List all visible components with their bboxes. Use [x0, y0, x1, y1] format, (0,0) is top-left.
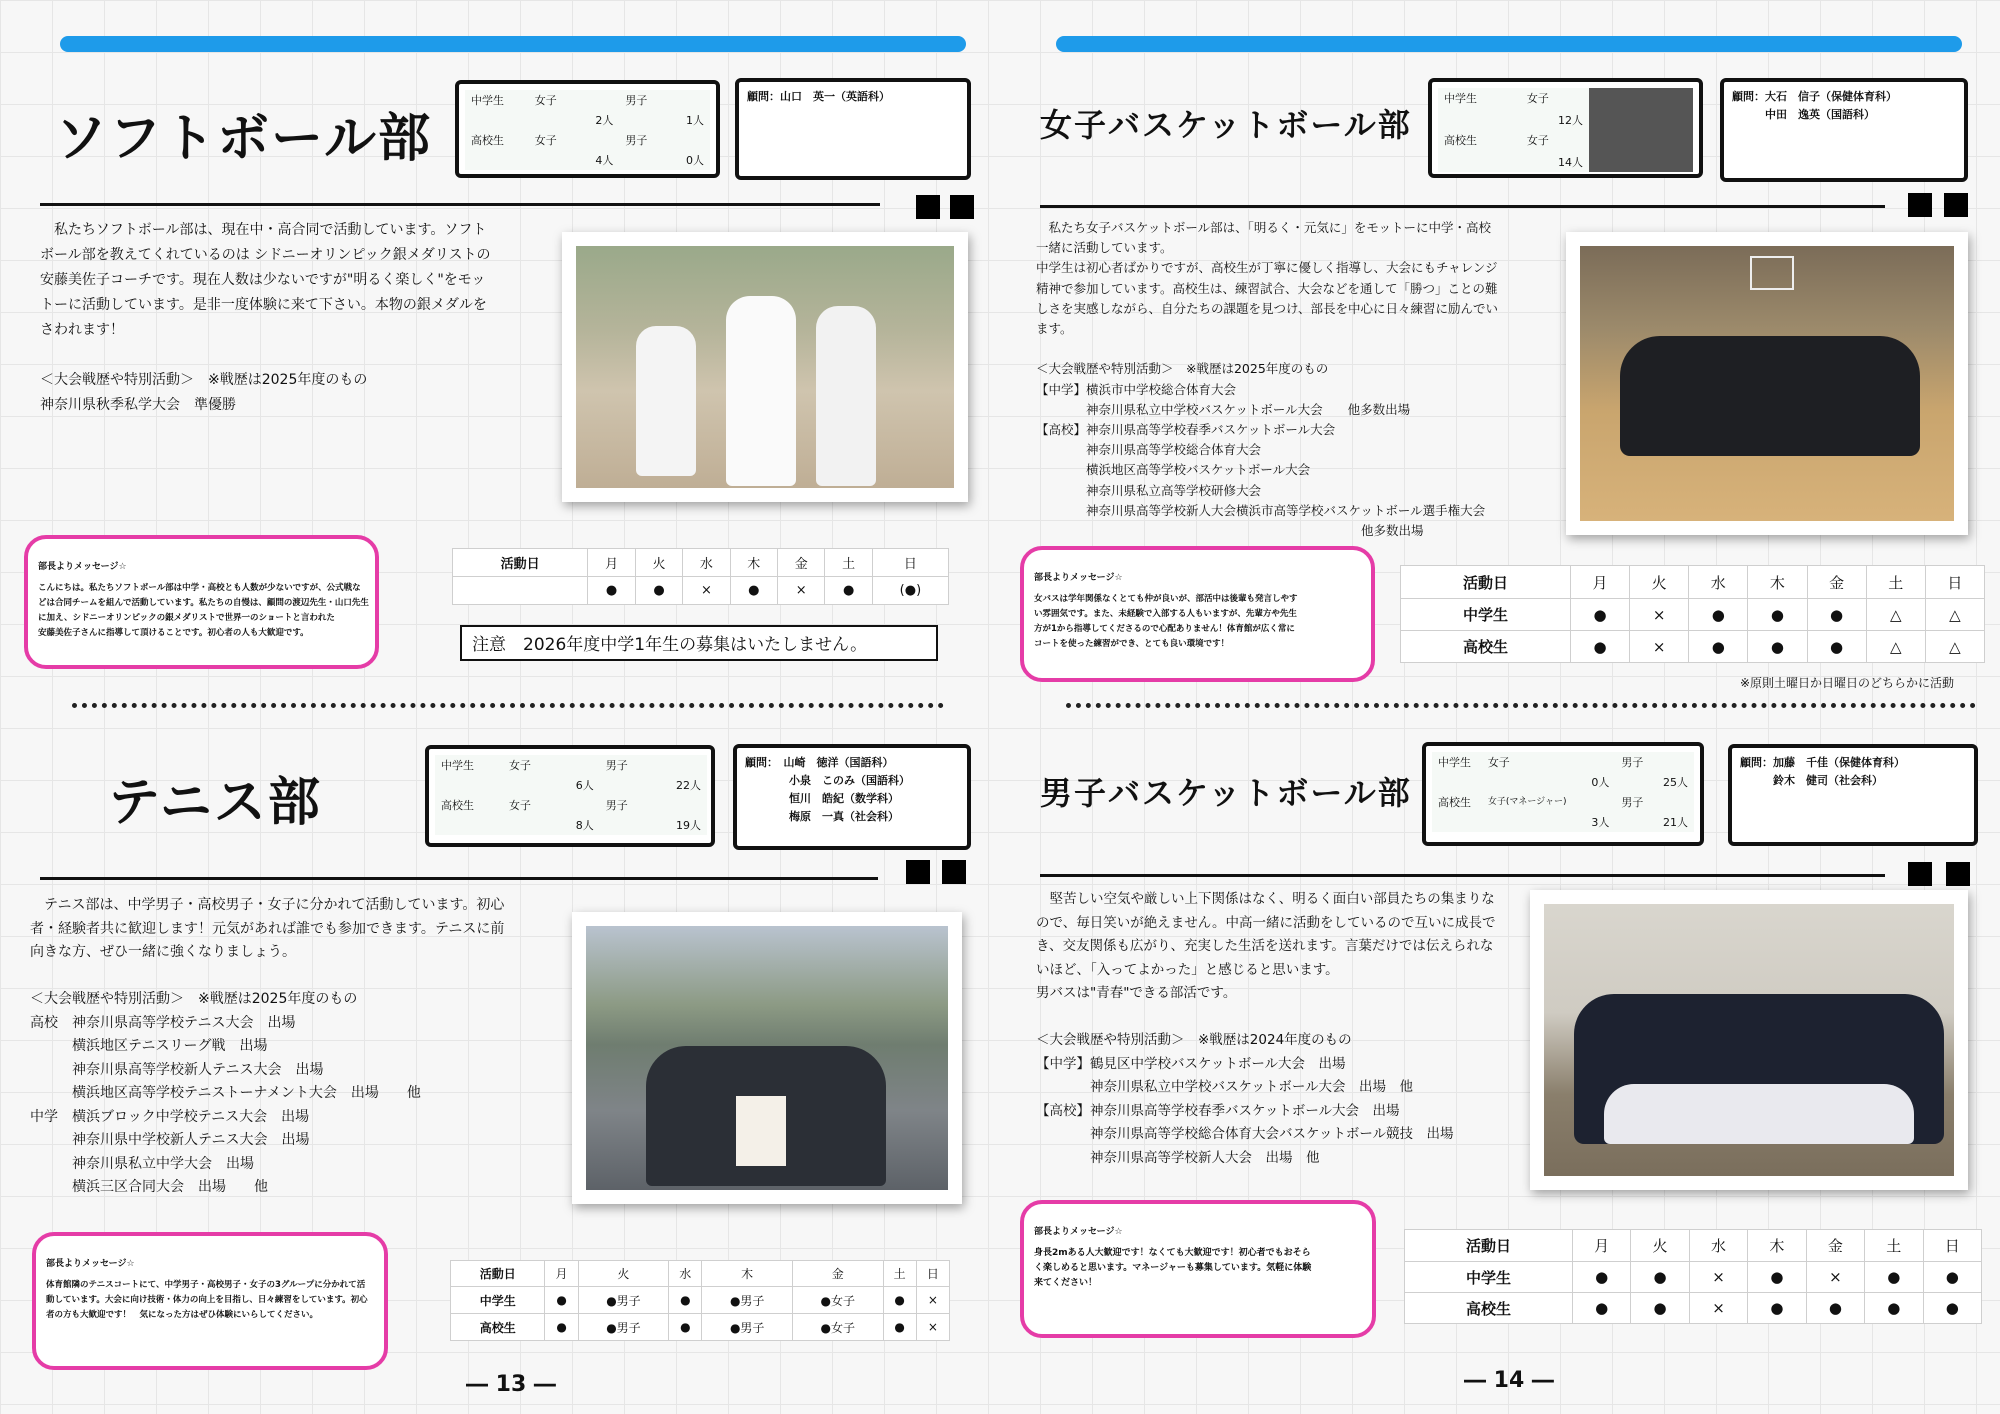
- tennis-message: 体育館隣のテニスコートにて、中学男子・高校男子・女子の3グループに分かれて活 動しています。大会に向け技術・体力の向上を目指し、日々練習をしています。初心 者の方も大歓迎です！ 気になった方はぜひ体験にいらしてください。: [46, 1280, 368, 1320]
- jhs-boys-count: 25人: [1663, 776, 1688, 789]
- schedule-cell: ●男子: [702, 1314, 793, 1341]
- unused-boys-cell: [1589, 88, 1693, 172]
- girls-label: 女子: [1487, 756, 1510, 769]
- schedule-cell: ●: [1748, 1262, 1806, 1293]
- schedule-cell: ●: [669, 1314, 702, 1341]
- hs-girls-count: 4人: [595, 154, 614, 167]
- schedule-day: 日: [1923, 1230, 1981, 1262]
- jhs-label: 中学生: [471, 94, 504, 107]
- boys-basketball-divider: [1040, 874, 1885, 877]
- jhs-label: 中学生: [441, 759, 474, 772]
- schedule-row-label: 高校生: [1405, 1293, 1573, 1324]
- schedule-cell: ●: [588, 577, 635, 605]
- boys-basketball-schedule: [1404, 1229, 1982, 1324]
- softball-description: 私たちソフトボール部は、現在中・高合同で活動しています。ソフト ボール部を教えてくれているのは シドニーオリンピック銀メダリストの 安藤美佐子コーチです。現在人数は少ないですが"明るく楽しく"をモッ トーに活動しています。是非一度体験に来て下さい。本物の銀メダルを さわれます！ ＜大会戦歴や特別活動＞ ※戦歴は2025年度のもの 神奈川県秋季私学大会 準優勝: [40, 222, 491, 413]
- schedule-row-label: 高校生: [1401, 631, 1571, 663]
- square-marker: [916, 195, 940, 219]
- schedule-row-label: 中学生: [1401, 599, 1571, 631]
- girls-basketball-schedule-note: ※原則土曜日か日曜日のどちらかに活動: [1740, 676, 1955, 690]
- jhs-girls-count: 2人: [595, 114, 614, 127]
- schedule-cell: ×: [1806, 1262, 1864, 1293]
- schedule-day: 水: [669, 1261, 702, 1287]
- page14-top-bar: [1056, 36, 1962, 52]
- tennis-divider: [40, 877, 878, 880]
- jhs-boys-count: 1人: [686, 114, 704, 127]
- player-figure: [816, 306, 876, 486]
- schedule-day: 水: [1689, 566, 1748, 599]
- tennis-photo: [572, 912, 962, 1204]
- softball-message-box: [24, 535, 379, 669]
- girls-basketball-advisor-box: [1720, 78, 1968, 182]
- girls-basketball-title: 女子バスケットボール部: [1040, 106, 1412, 144]
- square-marker: [1946, 862, 1970, 886]
- boys-label: 男子: [1621, 796, 1644, 809]
- schedule-cell: ●: [1631, 1293, 1689, 1324]
- schedule-cell: ●: [635, 577, 682, 605]
- schedule-day: 水: [683, 549, 730, 577]
- schedule-cell: ●: [825, 577, 872, 605]
- schedule-cell: ●: [1923, 1293, 1981, 1324]
- schedule-cell: ●: [545, 1314, 578, 1341]
- schedule-cell: ●男子: [702, 1287, 793, 1314]
- boys-basketball-members-box: [1422, 742, 1704, 846]
- schedule-row-label: 中学生: [451, 1287, 545, 1314]
- team-group: [1620, 336, 1920, 456]
- girls-label: 女子: [534, 134, 557, 147]
- schedule-day: 木: [702, 1261, 793, 1287]
- schedule-day: 日: [872, 549, 948, 577]
- schedule-day: 金: [1806, 1230, 1864, 1262]
- schedule-cell: ×: [1630, 631, 1689, 663]
- tennis-members-table: [435, 755, 707, 835]
- schedule-day: 土: [825, 549, 872, 577]
- girls-label: 女子: [1526, 134, 1549, 147]
- schedule-cell: ×: [778, 577, 825, 605]
- girls-basketball-schedule: [1400, 565, 1985, 663]
- schedule-cell: ●: [1572, 1293, 1630, 1324]
- jhs-boys-count: 22人: [676, 779, 701, 792]
- girls-basketball-members-box: [1428, 78, 1703, 178]
- square-marker: [1944, 193, 1968, 217]
- schedule-day: 木: [730, 549, 777, 577]
- boys-basketball-photo: [1530, 890, 1968, 1190]
- team-group-front-row: [1604, 1084, 1914, 1144]
- schedule-cell: △: [1866, 599, 1925, 631]
- hs-girls-count: 3人: [1591, 816, 1610, 829]
- schedule-cell: ×: [916, 1314, 949, 1341]
- boys-basketball-advisor: 顧問：加藤 千佳（保健体育科） 鈴木 健司（社会科）: [1740, 756, 1905, 787]
- schedule-cell: △: [1925, 631, 1984, 663]
- schedule-cell: ●: [1748, 631, 1807, 663]
- schedule-cell: ●: [1806, 1293, 1864, 1324]
- softball-schedule: [452, 548, 949, 605]
- schedule-cell: ●: [1865, 1293, 1923, 1324]
- hs-girls-count: 8人: [575, 819, 594, 832]
- schedule-cell: ×: [1689, 1293, 1747, 1324]
- schedule-day: 月: [545, 1261, 578, 1287]
- tennis-advisor: 顧問： 山崎 徳洋（国語科） 小泉 このみ（国語科） 恒川 皓紀（数学科） 梅原 一真（社会科）: [745, 756, 910, 823]
- boys-basketball-message-title: 部長よりメッセージ☆: [1034, 1227, 1123, 1237]
- tennis-schedule: [450, 1260, 950, 1341]
- square-marker: [942, 860, 966, 884]
- softball-members-box: [455, 80, 720, 178]
- tennis-advisor-box: [733, 744, 971, 850]
- tennis-members-box: [425, 745, 715, 847]
- schedule-cell: ●: [1748, 599, 1807, 631]
- schedule-cell: ●: [1689, 599, 1748, 631]
- boys-label: 男子: [605, 759, 628, 772]
- softball-divider: [40, 203, 880, 206]
- player-figure: [726, 296, 796, 486]
- girls-basketball-members-table: [1438, 88, 1693, 172]
- square-marker: [906, 860, 930, 884]
- girls-label: 女子: [534, 94, 557, 107]
- section-separator: [1066, 703, 1976, 708]
- boys-basketball-message: 身長2mある人大歓迎です！なくても大歓迎です！初心者でもおそら く楽しめると思います。マネージャーも募集しています。気軽に体験 来てください！: [1034, 1248, 1312, 1288]
- tennis-message-box: [32, 1232, 388, 1370]
- schedule-day: 火: [635, 549, 682, 577]
- jhs-label: 中学生: [1444, 92, 1477, 105]
- schedule-cell: ●: [1923, 1262, 1981, 1293]
- schedule-day: 月: [1570, 566, 1629, 599]
- boys-basketball-message-box: [1020, 1200, 1376, 1338]
- schedule-cell: ●: [1807, 599, 1866, 631]
- schedule-row-label: 高校生: [451, 1314, 545, 1341]
- schedule-cell: ×: [916, 1287, 949, 1314]
- basketball-hoop: [1750, 256, 1794, 290]
- boys-basketball-description: 堅苦しい空気や厳しい上下関係はなく、明るく面白い部員たちの集まりな ので、毎日笑いが絶えません。中高一緒に活動をしているので互いに成長で き、交友関係も広がり、充実した生活を送れます。言葉だけでは伝えられな いほど、「入ってよかった」と感じると思います。 男バスは"青春"できる部活です。 ＜大会戦歴や特別活動＞ ※戦歴は2024年度のもの 【中学】鶴見区中学校バスケットボール大会 出場 神奈川県私立中学校バスケットボール大会 出場 他 【高校】神奈川県高等学校春季バスケットボール大会 出場 神奈川県高等学校総合体育大会バスケットボール競技 出場 神奈川県高等学校新人大会 出場 他: [1036, 891, 1496, 1166]
- schedule-day: 水: [1689, 1230, 1747, 1262]
- girls-basketball-description: 私たち女子バスケットボール部は、「明るく・元気に」をモットーに中学・高校 一緒に活動しています。 中学生は初心者ばかりですが、高校生が丁寧に優しく指導し、大会にもチャレンジ 精神で参加しています。高校生は、練習試合、大会などを通して「勝つ」ことの難 しさを実感しながら、自分たちの課題を見つけ、部長を中心に日々練習に励んでい ます。 ＜大会戦歴や特別活動＞ ※戦歴は2025年度のもの 【中学】横浜市中学校総合体育大会 神奈川県私立中学校バスケットボール大会 他多数出場 【高校】神奈川県高等学校春季バスケットボール大会 神奈川県高等学校総合体育大会 横浜地区高等学校バスケットボール大会 神奈川県私立高等学校研修大会 神奈川県高等学校新人大会横浜市高等学校バスケットボール選手権大会 他多数出場: [1036, 220, 1499, 539]
- boys-label: 男子: [605, 799, 628, 812]
- softball-title: ソフトボール部: [55, 109, 432, 169]
- schedule-cell: △: [1925, 599, 1984, 631]
- girls-basketball-photo: [1566, 232, 1968, 535]
- page-number-13: ― 13 ―: [466, 1372, 556, 1397]
- schedule-cell: ×: [1630, 599, 1689, 631]
- schedule-day: 金: [792, 1261, 883, 1287]
- schedule-cell: ●: [1572, 1262, 1630, 1293]
- certificate: [736, 1096, 786, 1166]
- boys-label: 男子: [625, 94, 648, 107]
- schedule-cell: ●男子: [578, 1287, 669, 1314]
- softball-advisor: 顧問：山口 英一（英語科）: [747, 90, 890, 103]
- softball-notice: 注意 2026年度中学1年生の募集はいたしません。: [460, 625, 938, 661]
- schedule-cell: ●: [1631, 1262, 1689, 1293]
- schedule-header: 活動日: [1401, 566, 1571, 599]
- hs-girls-count: 14人: [1558, 156, 1583, 169]
- schedule-row-label: 中学生: [1405, 1262, 1573, 1293]
- section-separator: [72, 703, 944, 708]
- jhs-girls-count: 0人: [1591, 776, 1610, 789]
- page13-top-bar: [60, 36, 966, 52]
- softball-photo-image: [576, 246, 954, 488]
- square-marker: [1908, 862, 1932, 886]
- girls-label: 女子: [1526, 92, 1549, 105]
- schedule-day: 月: [1572, 1230, 1630, 1262]
- schedule-cell: ●女子: [792, 1314, 883, 1341]
- schedule-cell: ×: [683, 577, 730, 605]
- schedule-header: 活動日: [451, 1261, 545, 1287]
- schedule-cell: ●女子: [792, 1287, 883, 1314]
- schedule-cell: ●: [1748, 1293, 1806, 1324]
- schedule-day: 日: [916, 1261, 949, 1287]
- hs-label: 高校生: [1444, 134, 1477, 147]
- boys-label: 男子: [625, 134, 648, 147]
- hs-boys-count: 0人: [686, 154, 704, 167]
- schedule-cell: ●: [883, 1287, 916, 1314]
- boys-basketball-advisor-box: [1728, 744, 1978, 846]
- schedule-cell: ●: [883, 1314, 916, 1341]
- hs-label: 高校生: [441, 799, 474, 812]
- boys-label: 男子: [1621, 756, 1644, 769]
- softball-message-title: 部長よりメッセージ☆: [38, 562, 127, 572]
- hs-boys-count: 19人: [676, 819, 701, 832]
- tennis-title: テニス部: [108, 773, 322, 833]
- girls-label: 女子: [509, 759, 531, 772]
- schedule-day: 木: [1748, 566, 1807, 599]
- tennis-message-title: 部長よりメッセージ☆: [46, 1259, 135, 1269]
- schedule-cell: [453, 577, 588, 605]
- girls-basketball-divider: [1040, 205, 1885, 208]
- tennis-description: テニス部は、中学男子・高校男子・女子に分かれて活動しています。初心 者・経験者共に歓迎します！元気があれば誰でも参加できます。テニスに前 向きな方、ぜひ一緒に強くなりましょう。 ＜大会戦歴や特別活動＞ ※戦歴は2025年度のもの 高校 神奈川県高等学校テニス大会 出場 横浜地区テニスリーグ戦 出場 神奈川県高等学校新人テニス大会 出場 横浜地区高等学校テニストーナメント大会 出場 他 中学 横浜ブロック中学校テニス大会 出場 神奈川県中学校新人テニス大会 出場 神奈川県私立中学大会 出場 横浜三区合同大会 出場 他: [30, 897, 505, 1195]
- schedule-cell: ●: [1570, 631, 1629, 663]
- schedule-cell: ●: [1570, 599, 1629, 631]
- hs-boys-count: 21人: [1663, 816, 1688, 829]
- softball-message: こんにちは。私たちソフトボール部は中学・高校とも人数が少ないですが、公式戦な どは合同チームを組んで活動しています。私たちの自慢は、顧問の渡辺先生・山口先生 に加え、シドニーオリンピックの銀メダリストで世界一のショートと言われた 安藤美佐子さんに指導して頂けることです。初心者の人も大歓迎です。: [38, 583, 369, 638]
- hs-label: 高校生: [471, 134, 504, 147]
- schedule-day: 木: [1748, 1230, 1806, 1262]
- softball-advisor-box: [735, 78, 971, 180]
- player-figure: [636, 326, 696, 476]
- tennis-photo-image: [586, 926, 948, 1190]
- schedule-cell: ●: [545, 1287, 578, 1314]
- schedule-day: 日: [1925, 566, 1984, 599]
- boys-basketball-photo-image: [1544, 904, 1954, 1176]
- schedule-day: 土: [883, 1261, 916, 1287]
- girls-basketball-message-title: 部長よりメッセージ☆: [1034, 573, 1123, 583]
- girls-basketball-advisor: 顧問：大石 信子（保健体育科） 中田 逸英（国語科）: [1732, 90, 1897, 121]
- girls-manager-label: 女子(マネージャー): [1487, 797, 1567, 807]
- jhs-label: 中学生: [1438, 756, 1471, 769]
- schedule-day: 火: [578, 1261, 669, 1287]
- schedule-header: 活動日: [453, 549, 588, 577]
- square-marker: [1908, 193, 1932, 217]
- hs-label: 高校生: [1438, 796, 1471, 809]
- schedule-day: 月: [588, 549, 635, 577]
- schedule-cell: △: [1866, 631, 1925, 663]
- girls-basketball-message-box: [1020, 546, 1375, 682]
- schedule-day: 土: [1866, 566, 1925, 599]
- softball-photo: [562, 232, 968, 502]
- schedule-cell: ●: [1689, 631, 1748, 663]
- schedule-day: 火: [1630, 566, 1689, 599]
- schedule-day: 土: [1865, 1230, 1923, 1262]
- boys-basketball-title: 男子バスケットボール部: [1040, 774, 1412, 812]
- girls-basketball-photo-image: [1580, 246, 1954, 521]
- schedule-day: 金: [1807, 566, 1866, 599]
- schedule-day: 金: [778, 549, 825, 577]
- schedule-cell: ●: [1865, 1262, 1923, 1293]
- schedule-cell: ●: [669, 1287, 702, 1314]
- schedule-day: 火: [1631, 1230, 1689, 1262]
- boys-basketball-members-table: [1432, 752, 1694, 832]
- schedule-cell: ●: [1807, 631, 1866, 663]
- girls-label: 女子: [509, 799, 531, 812]
- softball-members-table: [465, 90, 710, 170]
- jhs-girls-count: 6人: [575, 779, 594, 792]
- square-marker: [950, 195, 974, 219]
- schedule-cell: ×: [1689, 1262, 1747, 1293]
- schedule-cell: (●): [872, 577, 948, 605]
- girls-basketball-message: 女バスは学年関係なくとても仲が良いが、部活中は後輩も発言しやす い雰囲気です。また、未経験で入部する人もいますが、先輩方や先生 方が1から指導してくださるので心配ありません！体育館が広く常に コートを使った練習ができ、とても良い環境です！: [1034, 594, 1298, 649]
- schedule-cell: ●: [730, 577, 777, 605]
- schedule-cell: ●男子: [578, 1314, 669, 1341]
- jhs-girls-count: 12人: [1558, 114, 1583, 127]
- page-number-14: ― 14 ―: [1464, 1368, 1554, 1393]
- schedule-header: 活動日: [1405, 1230, 1573, 1262]
